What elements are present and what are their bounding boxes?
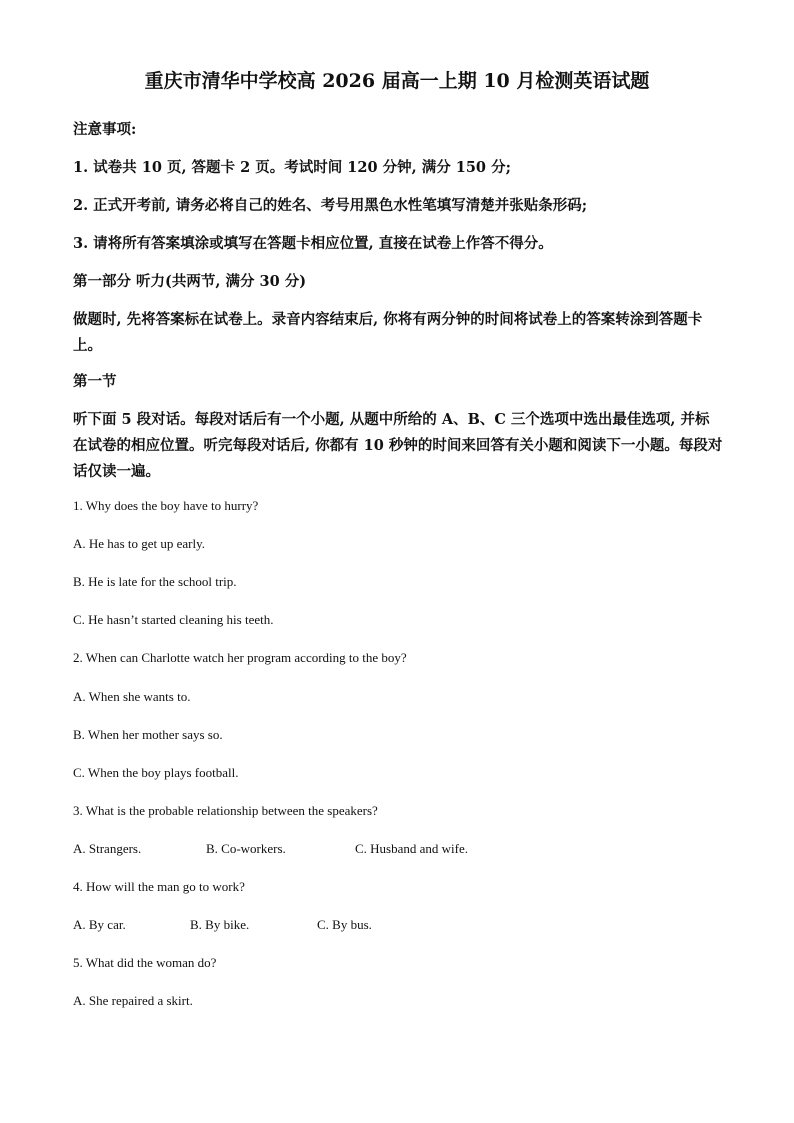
section1-instruction: 听下面 5 段对话。每段对话后有一个小题, 从题中所给的 A、B、C 三个选项中选出最佳选项, 并标在试卷的相应位置。听完每段对话后, 你都有 10 秒钟的时间来回答有关小题和阅读下一小题。每段对话仅读一遍。	[73, 411, 723, 480]
question-4-stem: 4. How will the man go to work?	[73, 879, 245, 894]
question-4-option-c: C. By bus.	[317, 917, 372, 932]
question-2-option-a: A. When she wants to.	[73, 689, 191, 704]
question-4-option-a: A. By car.	[73, 917, 126, 932]
notice-item-2: 2. 正式开考前, 请务必将自己的姓名、考号用黑色水性笔填写清楚并张贴条形码;	[73, 197, 588, 214]
notice-item-1: 1. 试卷共 10 页, 答题卡 2 页。考试时间 120 分钟, 满分 150 分;	[73, 159, 511, 176]
question-1-option-c: C. He hasn’t started cleaning his teeth.	[73, 612, 274, 627]
question-1-stem: 1. Why does the boy have to hurry?	[73, 498, 259, 513]
notice-heading: 注意事项:	[73, 121, 137, 138]
part1-heading: 第一部分 听力(共两节, 满分 30 分)	[73, 273, 307, 290]
question-3-option-b: B. Co-workers.	[206, 841, 286, 856]
question-2-option-b: B. When her mother says so.	[73, 727, 223, 742]
question-2-option-c: C. When the boy plays football.	[73, 765, 239, 780]
question-4-option-b: B. By bike.	[190, 917, 250, 932]
question-3-stem: 3. What is the probable relationship between the speakers?	[73, 803, 378, 818]
question-3-option-a: A. Strangers.	[73, 841, 142, 856]
question-1-option-b: B. He is late for the school trip.	[73, 574, 237, 589]
question-3-option-c: C. Husband and wife.	[355, 841, 469, 856]
question-5-stem: 5. What did the woman do?	[73, 955, 217, 970]
section1-heading: 第一节	[73, 373, 117, 390]
exam-title: 重庆市清华中学校高 2026 届高一上期 10 月检测英语试题	[144, 70, 650, 92]
question-2-stem: 2. When can Charlotte watch her program according to the boy?	[73, 650, 407, 665]
part1-instruction: 做题时, 先将答案标在试卷上。录音内容结束后, 你将有两分钟的时间将试卷上的答案转涂到答题卡上。	[73, 311, 703, 354]
question-1-option-a: A. He has to get up early.	[73, 536, 206, 551]
question-5-option-a: A. She repaired a skirt.	[73, 993, 193, 1008]
notice-item-3: 3. 请将所有答案填涂或填写在答题卡相应位置, 直接在试卷上作答不得分。	[73, 235, 553, 252]
